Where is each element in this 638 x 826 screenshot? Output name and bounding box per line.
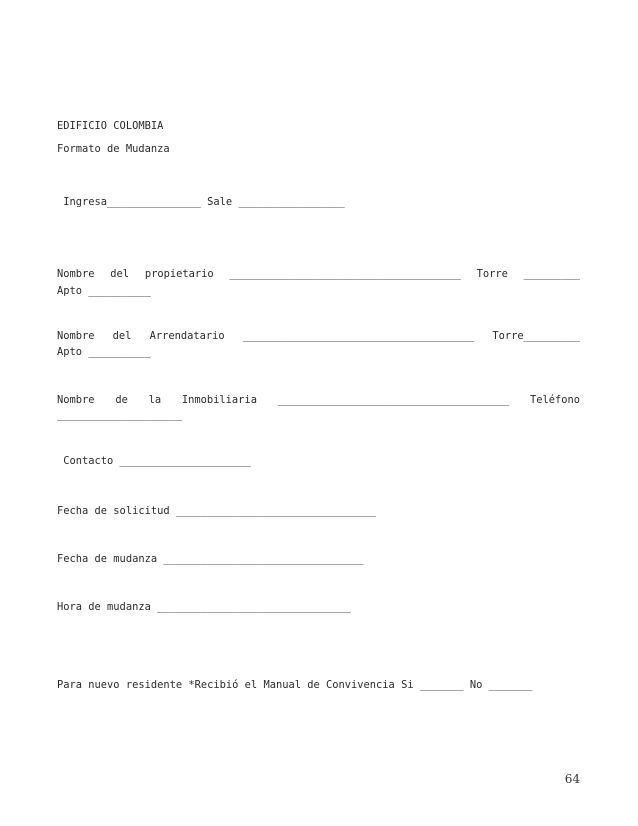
torre-label: Torre: [476, 268, 508, 280]
form-title: Formato de Mudanza: [57, 143, 170, 155]
torre-label-blank: Torre_________: [492, 330, 580, 342]
inmobiliaria-word: la: [148, 394, 162, 406]
arrendatario-field: [57, 328, 580, 344]
arrendatario-word: Nombre: [57, 330, 95, 342]
inmobiliaria-word: de: [115, 394, 128, 406]
arrendatario-blank: _____________________________________: [242, 330, 475, 342]
telefono-label: Teléfono: [529, 394, 580, 406]
propietario-blank: _____________________________________: [229, 268, 461, 280]
nuevo-residente-field: Para nuevo residente *Recibió el Manual de Convivencia Si _______ No _______: [57, 679, 533, 691]
page-number: 64: [564, 772, 580, 786]
arrendatario-word: Arrendatario: [149, 330, 225, 342]
propietario-word: propietario: [144, 268, 214, 280]
propietario-word: del: [110, 268, 130, 280]
hora-mudanza-field: Hora de mudanza _______________________________: [57, 601, 352, 613]
telefono-blank: ____________________: [57, 409, 183, 421]
arrendatario-word: del: [112, 330, 132, 342]
propietario-field: [57, 266, 580, 282]
propietario-apto: Apto __________: [57, 285, 151, 297]
inmobiliaria-word: Nombre: [57, 394, 95, 406]
ingresa-sale-field: Ingresa_______________ Sale _________________: [57, 196, 345, 208]
torre-blank: _________: [523, 268, 580, 280]
inmobiliaria-field: [57, 392, 580, 408]
inmobiliaria-word: Inmobiliaria: [181, 394, 257, 406]
fecha-solicitud-field: Fecha de solicitud ________________________________: [57, 505, 377, 517]
contacto-field: Contacto _____________________: [57, 455, 251, 467]
inmobiliaria-blank: _____________________________________: [277, 394, 510, 406]
propietario-word: Nombre: [57, 268, 95, 280]
fecha-mudanza-field: Fecha de mudanza ________________________________: [57, 553, 364, 565]
arrendatario-apto: Apto __________: [57, 346, 151, 358]
building-name: EDIFICIO COLOMBIA: [57, 120, 164, 132]
